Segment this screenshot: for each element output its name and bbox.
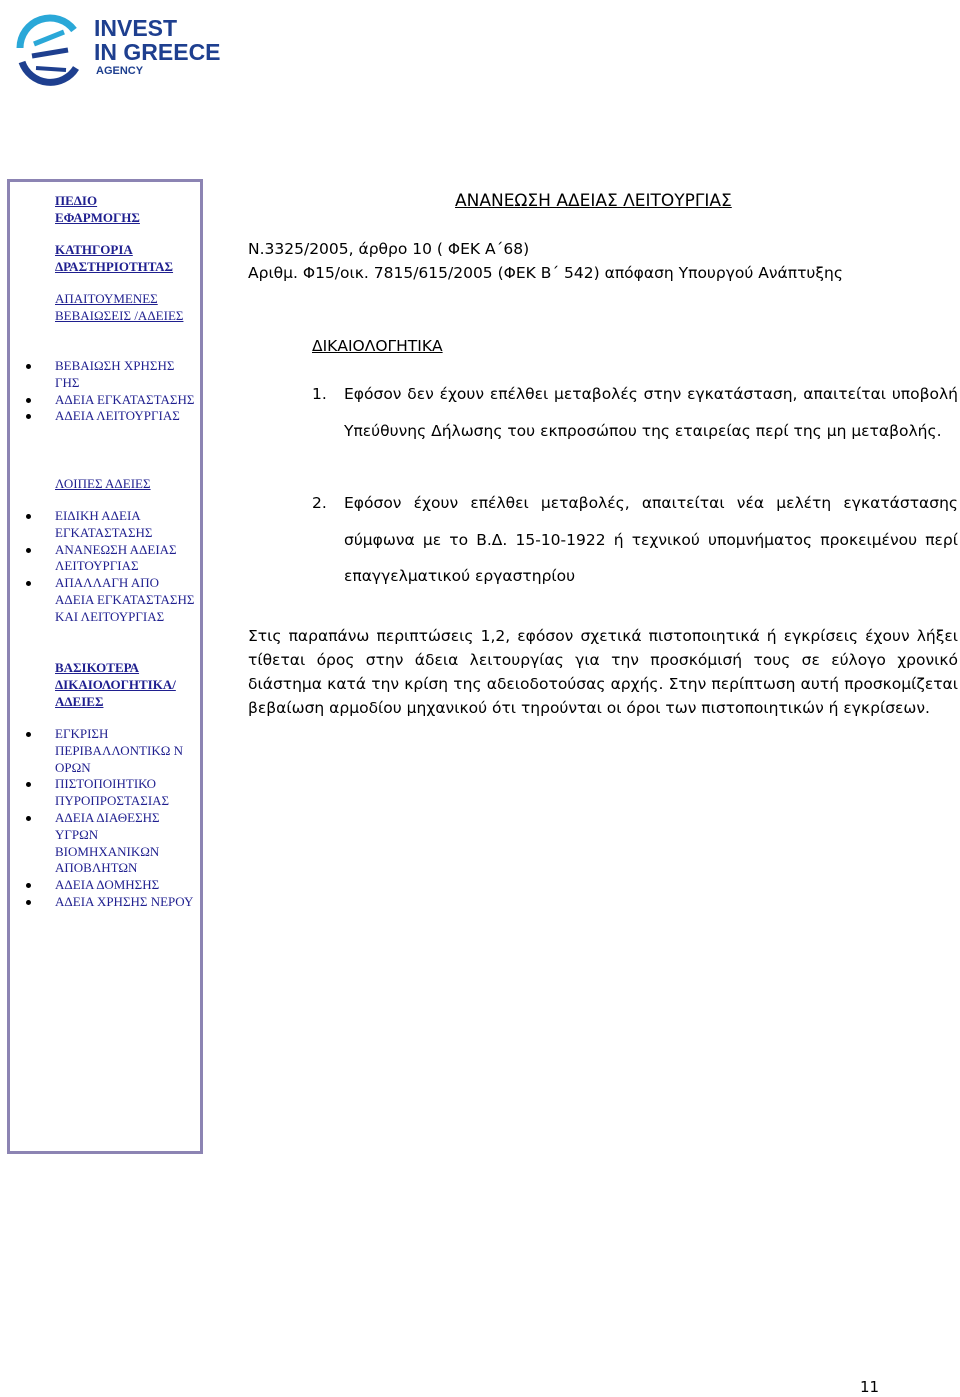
item-number: 1.: [312, 385, 327, 403]
logo-line3: AGENCY: [96, 65, 144, 77]
page-title: ΑΝΑΝΕΩΣΗ ΑΔΕΙΑΣ ΛΕΙΤΟΥΡΓΙΑΣ: [455, 191, 732, 211]
logo-graphic: [12, 10, 242, 90]
sidebar-basic-list: [55, 726, 195, 911]
requirement-item: [312, 485, 958, 595]
page-number: 11: [860, 1378, 880, 1396]
law-reference-1: Ν.3325/2005, άρθρο 10 ( ΦΕΚ Α΄68): [248, 240, 530, 258]
sidebar-link-basic[interactable]: ΒΑΣΙΚΟΤΕΡΑ ΔΙΚΑΙΟΛΟΓΗΤΙΚΑ/ ΑΔΕΙΕΣ: [55, 660, 176, 709]
logo-line1: INVEST: [94, 15, 178, 41]
sidebar-link-field[interactable]: ΠΕΔΙΟ ΕΦΑΡΜΟΓΗΣ: [55, 193, 140, 225]
sidebar-item-exemption[interactable]: ΑΠΑΛΛΑΓΗ ΑΠΟ ΑΔΕΙΑ ΕΓΚΑΤΑΣΤΑΣΗΣ ΚΑΙ ΛΕΙΤΟΥΡΓΙΑΣ: [55, 575, 195, 624]
invest-in-greece-logo: [12, 10, 242, 90]
law-reference-2: Αριθμ. Φ15/οικ. 7815/615/2005 (ΦΕΚ Β΄ 542) απόφαση Υπουργού Ανάπτυξης: [248, 264, 843, 282]
sidebar-other-list: [55, 508, 195, 626]
sidebar-item-environmental[interactable]: ΕΓΚΡΙΣΗ ΠΕΡΙΒΑΛΛΟΝΤΙΚΩ Ν ΟΡΩΝ: [55, 726, 195, 776]
sidebar-required-list: [55, 358, 195, 425]
documents-heading: ΔΙΚΑΙΟΛΟΓΗΤΙΚΑ: [312, 337, 443, 355]
item-number: 2.: [312, 494, 327, 512]
sidebar-item-special-installation[interactable]: ΕΙΔΙΚΗ ΑΔΕΙΑ ΕΓΚΑΤΑΣΤΑΣΗΣ: [55, 508, 195, 542]
sidebar-item-waste-disposal[interactable]: ΑΔΕΙΑ ΔΙΑΘΕΣΗΣ ΥΓΡΩΝ ΒΙΟΜΗΧΑΝΙΚΩΝ ΑΠΟΒΛΗΤΩΝ: [55, 810, 195, 877]
sidebar-item-land-use[interactable]: ΒΕΒΑΙΩΣΗ ΧΡΗΣΗΣ ΓΗΣ: [55, 358, 195, 392]
sidebar-item-installation-permit[interactable]: ΑΔΕΙΑ ΕΓΚΑΤΑΣΤΑΣΗΣ: [55, 391, 195, 407]
logo-line2: IN GREECE: [94, 39, 221, 65]
sidebar-item-water-use[interactable]: ΑΔΕΙΑ ΧΡΗΣΗΣ ΝΕΡΟΥ: [55, 893, 194, 909]
sidebar-link-required[interactable]: ΑΠΑΙΤΟΥΜΕΝΕΣ ΒΕΒΑΙΩΣΕΙΣ /ΑΔΕΙΕΣ: [55, 291, 184, 323]
requirement-item: [312, 376, 958, 449]
sidebar-item-operation-permit[interactable]: ΑΔΕΙΑ ΛΕΙΤΟΥΡΓΙΑΣ: [55, 408, 195, 425]
sidebar-link-other[interactable]: ΛΟΙΠΕΣ ΑΔΕΙΕΣ: [55, 476, 151, 491]
notes-paragraph: Στις παραπάνω περιπτώσεις 1,2, εφόσον σχετικά πιστοποιητικά ή εγκρίσεις έχουν λήξει τίθεται όρος στην άδεια λειτουργίας για την προσκόμισή τους σε εύλογο χρονικό διάστημα κατά την κρίση της αδειοδοτούσας αρχής. Στην περίπτωση αυτή προσκομίζεται βεβαίωση αρμοδίου μηχανικού ότι τηρούνται οι όροι των πιστοποιητικών ή εγκρίσεων.: [248, 627, 958, 717]
sidebar-item-fire-protection[interactable]: ΠΙΣΤΟΠΟΙΗΤΙΚΟ ΠΥΡΟΠΡΟΣΤΑΣΙΑΣ: [55, 776, 195, 810]
sidebar: [7, 179, 203, 1154]
item-text: Εφόσον έχουν επέλθει μεταβολές, απαιτείται νέα μελέτη εγκατάστασης σύμφωνα με το Β.Δ. 15-10-1922 ή τεχνικού υπομνήματος προκειμένου περί επαγγελματικού εργαστηρίου: [344, 494, 958, 585]
sidebar-item-building-permit[interactable]: ΑΔΕΙΑ ΔΟΜΗΣΗΣ: [55, 877, 195, 894]
item-text: Εφόσον δεν έχουν επέλθει μεταβολές στην εγκατάσταση, απαιτείται υποβολή Υπεύθυνης Δήλωσης του εκπροσώπου της εταιρείας περί της μη μεταβολής.: [344, 385, 958, 440]
sidebar-link-category[interactable]: ΚΑΤΗΓΟΡΙΑ ΔΡΑΣΤΗΡΙΟΤΗΤΑΣ: [55, 242, 174, 274]
sidebar-item-renewal[interactable]: ΑΝΑΝΕΩΣΗ ΑΔΕΙΑΣ ΛΕΙΤΟΥΡΓΙΑΣ: [55, 542, 195, 576]
